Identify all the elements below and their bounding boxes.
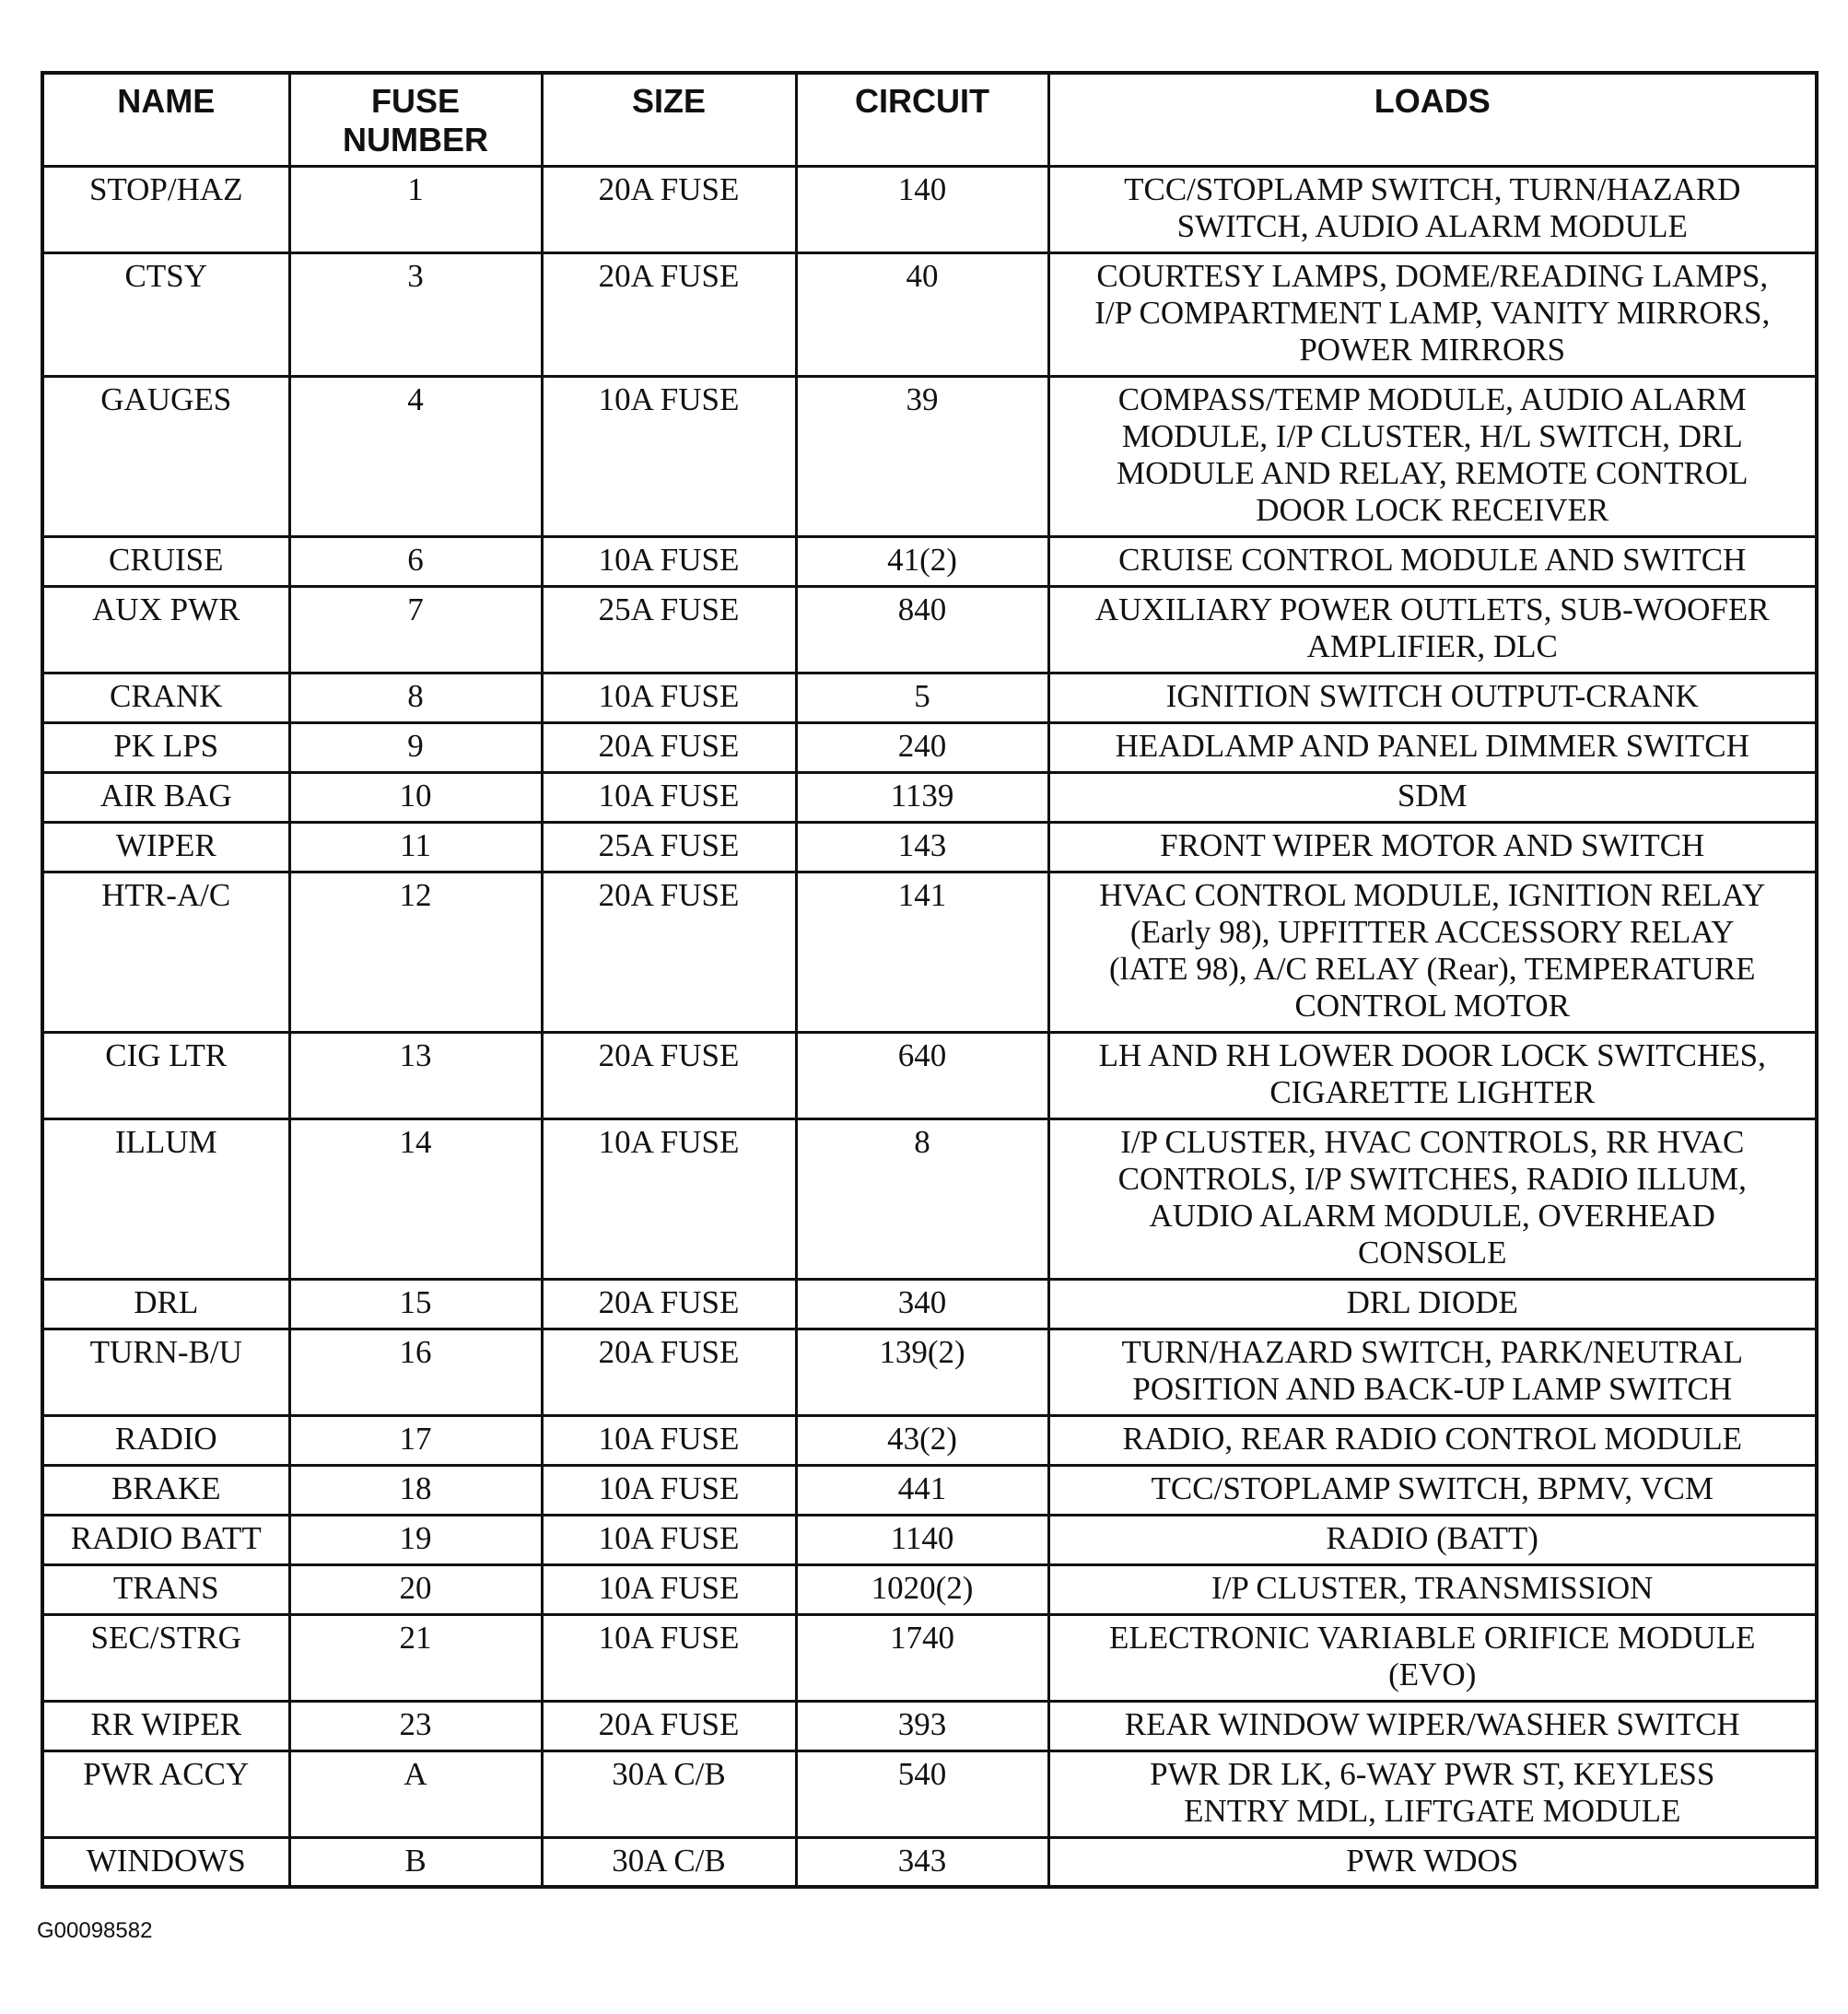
cell-size: 20A FUSE <box>542 722 796 772</box>
cell-name: RADIO BATT <box>42 1515 289 1564</box>
table-row <box>42 1465 1817 1515</box>
cell-name: CRUISE <box>42 536 289 586</box>
cell-size: 10A FUSE <box>542 1415 796 1465</box>
cell-name: BRAKE <box>42 1465 289 1515</box>
table-row <box>42 822 1817 872</box>
cell-circuit: 141 <box>796 872 1048 1032</box>
cell-loads <box>1048 586 1817 673</box>
cell-fuse-number: 21 <box>289 1614 542 1701</box>
table-row <box>42 536 1817 586</box>
loads-line: (lATE 98), A/C RELAY (Rear), TEMPERATURE <box>1108 950 1756 987</box>
table-row <box>42 772 1817 822</box>
loads-line: SDM <box>1397 777 1468 814</box>
loads-line: RADIO (BATT) <box>1326 1519 1538 1556</box>
loads-line: AMPLIFIER, DLC <box>1306 627 1558 664</box>
loads-line: PWR WDOS <box>1346 1842 1519 1879</box>
table-row <box>42 1564 1817 1614</box>
loads-line: REAR WINDOW WIPER/WASHER SWITCH <box>1124 1705 1740 1742</box>
cell-fuse-number: 8 <box>289 673 542 722</box>
cell-fuse-number: 18 <box>289 1465 542 1515</box>
loads-line: FRONT WIPER MOTOR AND SWITCH <box>1160 826 1705 863</box>
cell-circuit: 640 <box>796 1032 1048 1118</box>
cell-fuse-number: 7 <box>289 586 542 673</box>
table-row <box>42 252 1817 376</box>
cell-fuse-number: 6 <box>289 536 542 586</box>
cell-name: RADIO <box>42 1415 289 1465</box>
cell-loads <box>1048 1118 1817 1279</box>
table-row <box>42 586 1817 673</box>
cell-fuse-number: 9 <box>289 722 542 772</box>
loads-line: AUXILIARY POWER OUTLETS, SUB-WOOFER <box>1094 591 1770 627</box>
cell-size: 10A FUSE <box>542 376 796 536</box>
table-row <box>42 1837 1817 1887</box>
cell-name: AUX PWR <box>42 586 289 673</box>
cell-loads <box>1048 1751 1817 1837</box>
table-row <box>42 872 1817 1032</box>
cell-name: PK LPS <box>42 722 289 772</box>
cell-size: 20A FUSE <box>542 1279 796 1329</box>
cell-fuse-number: B <box>289 1837 542 1887</box>
loads-line: RADIO, REAR RADIO CONTROL MODULE <box>1122 1420 1742 1457</box>
cell-loads <box>1048 1837 1817 1887</box>
cell-fuse-number: 13 <box>289 1032 542 1118</box>
cell-loads <box>1048 1329 1817 1415</box>
cell-loads <box>1048 1465 1817 1515</box>
cell-size: 20A FUSE <box>542 872 796 1032</box>
cell-name: PWR ACCY <box>42 1751 289 1837</box>
table-row <box>42 1415 1817 1465</box>
cell-fuse-number: A <box>289 1751 542 1837</box>
cell-loads <box>1048 722 1817 772</box>
cell-fuse-number: 20 <box>289 1564 542 1614</box>
cell-fuse-number: 17 <box>289 1415 542 1465</box>
cell-loads <box>1048 1564 1817 1614</box>
table-row <box>42 1701 1817 1751</box>
cell-name: TURN-B/U <box>42 1329 289 1415</box>
cell-size: 30A C/B <box>542 1837 796 1887</box>
cell-loads <box>1048 772 1817 822</box>
table-header <box>42 73 1817 166</box>
cell-fuse-number: 14 <box>289 1118 542 1279</box>
cell-loads <box>1048 252 1817 376</box>
cell-size: 30A C/B <box>542 1751 796 1837</box>
cell-loads <box>1048 822 1817 872</box>
loads-line: COURTESY LAMPS, DOME/READING LAMPS, <box>1096 257 1769 294</box>
cell-loads <box>1048 376 1817 536</box>
loads-line: MODULE AND RELAY, REMOTE CONTROL <box>1117 454 1749 491</box>
cell-name: AIR BAG <box>42 772 289 822</box>
loads-line: DOOR LOCK RECEIVER <box>1256 491 1609 528</box>
loads-line: AUDIO ALARM MODULE, OVERHEAD <box>1149 1197 1715 1234</box>
cell-circuit: 39 <box>796 376 1048 536</box>
cell-fuse-number: 15 <box>289 1279 542 1329</box>
cell-circuit: 340 <box>796 1279 1048 1329</box>
cell-size: 10A FUSE <box>542 1118 796 1279</box>
cell-circuit: 140 <box>796 166 1048 252</box>
table-row <box>42 1118 1817 1279</box>
cell-size: 10A FUSE <box>542 536 796 586</box>
table-row <box>42 166 1817 252</box>
loads-line: TCC/STOPLAMP SWITCH, TURN/HAZARD <box>1124 170 1741 207</box>
loads-line: (Early 98), UPFITTER ACCESSORY RELAY <box>1129 913 1735 950</box>
loads-line: (EVO) <box>1388 1656 1477 1692</box>
loads-line: POSITION AND BACK-UP LAMP SWITCH <box>1132 1370 1733 1407</box>
cell-loads <box>1048 166 1817 252</box>
cell-fuse-number: 11 <box>289 822 542 872</box>
cell-loads <box>1048 872 1817 1032</box>
cell-fuse-number: 19 <box>289 1515 542 1564</box>
loads-line: POWER MIRRORS <box>1299 331 1566 368</box>
cell-circuit: 41(2) <box>796 536 1048 586</box>
cell-fuse-number: 12 <box>289 872 542 1032</box>
cell-name: GAUGES <box>42 376 289 536</box>
loads-line: COMPASS/TEMP MODULE, AUDIO ALARM <box>1117 381 1747 417</box>
cell-name: CIG LTR <box>42 1032 289 1118</box>
loads-line: PWR DR LK, 6-WAY PWR ST, KEYLESS <box>1150 1755 1715 1792</box>
cell-name: RR WIPER <box>42 1701 289 1751</box>
cell-circuit: 43(2) <box>796 1415 1048 1465</box>
cell-size: 10A FUSE <box>542 1515 796 1564</box>
loads-line: TCC/STOPLAMP SWITCH, BPMV, VCM <box>1151 1470 1713 1506</box>
cell-circuit: 8 <box>796 1118 1048 1279</box>
cell-circuit: 5 <box>796 673 1048 722</box>
cell-name: SEC/STRG <box>42 1614 289 1701</box>
cell-size: 10A FUSE <box>542 1564 796 1614</box>
cell-size: 10A FUSE <box>542 1465 796 1515</box>
cell-circuit: 393 <box>796 1701 1048 1751</box>
cell-name: WIPER <box>42 822 289 872</box>
document-code: G00098582 <box>37 1918 153 1943</box>
table-row <box>42 1329 1817 1415</box>
table-row <box>42 1751 1817 1837</box>
header-row <box>42 73 1817 166</box>
cell-loads <box>1048 1279 1817 1329</box>
cell-circuit: 1140 <box>796 1515 1048 1564</box>
cell-circuit: 240 <box>796 722 1048 772</box>
cell-size: 20A FUSE <box>542 252 796 376</box>
table-row <box>42 376 1817 536</box>
loads-line: CONSOLE <box>1358 1234 1507 1270</box>
loads-line: CRUISE CONTROL MODULE AND SWITCH <box>1118 541 1747 578</box>
cell-name: STOP/HAZ <box>42 166 289 252</box>
cell-circuit: 143 <box>796 822 1048 872</box>
table-row <box>42 1279 1817 1329</box>
header-name: NAME <box>42 73 289 166</box>
cell-circuit: 540 <box>796 1751 1048 1837</box>
cell-loads <box>1048 536 1817 586</box>
header-fuse-number-line1: FUSE <box>370 82 460 120</box>
loads-line: TURN/HAZARD SWITCH, PARK/NEUTRAL <box>1121 1333 1743 1370</box>
loads-line: CONTROL MOTOR <box>1294 987 1570 1024</box>
cell-name: ILLUM <box>42 1118 289 1279</box>
cell-size: 25A FUSE <box>542 586 796 673</box>
cell-name: CTSY <box>42 252 289 376</box>
header-loads: LOADS <box>1048 73 1817 166</box>
cell-loads <box>1048 1415 1817 1465</box>
header-circuit: CIRCUIT <box>796 73 1048 166</box>
loads-line: ENTRY MDL, LIFTGATE MODULE <box>1184 1792 1681 1829</box>
cell-loads <box>1048 1701 1817 1751</box>
cell-size: 20A FUSE <box>542 166 796 252</box>
table-row <box>42 1614 1817 1701</box>
cell-size: 10A FUSE <box>542 772 796 822</box>
table-row <box>42 722 1817 772</box>
cell-loads <box>1048 673 1817 722</box>
cell-name: WINDOWS <box>42 1837 289 1887</box>
cell-loads <box>1048 1032 1817 1118</box>
table-body <box>42 166 1817 1887</box>
fuse-table <box>41 71 1819 1889</box>
loads-line: SWITCH, AUDIO ALARM MODULE <box>1176 207 1688 244</box>
loads-line: CONTROLS, I/P SWITCHES, RADIO ILLUM, <box>1117 1160 1747 1197</box>
cell-fuse-number: 16 <box>289 1329 542 1415</box>
cell-fuse-number: 10 <box>289 772 542 822</box>
cell-size: 10A FUSE <box>542 1614 796 1701</box>
cell-circuit: 840 <box>796 586 1048 673</box>
cell-circuit: 343 <box>796 1837 1048 1887</box>
cell-loads <box>1048 1515 1817 1564</box>
loads-line: HVAC CONTROL MODULE, IGNITION RELAY <box>1099 876 1766 913</box>
table-row <box>42 673 1817 722</box>
loads-line: DRL DIODE <box>1346 1283 1518 1320</box>
header-fuse-number-line2: NUMBER <box>343 121 488 158</box>
cell-circuit: 1139 <box>796 772 1048 822</box>
cell-name: HTR-A/C <box>42 872 289 1032</box>
cell-name: DRL <box>42 1279 289 1329</box>
cell-name: CRANK <box>42 673 289 722</box>
cell-circuit: 441 <box>796 1465 1048 1515</box>
cell-size: 20A FUSE <box>542 1032 796 1118</box>
loads-line: HEADLAMP AND PANEL DIMMER SWITCH <box>1115 727 1749 764</box>
loads-line: CIGARETTE LIGHTER <box>1269 1073 1596 1110</box>
loads-line: I/P COMPARTMENT LAMP, VANITY MIRRORS, <box>1094 294 1771 331</box>
cell-circuit: 1020(2) <box>796 1564 1048 1614</box>
cell-circuit: 40 <box>796 252 1048 376</box>
cell-loads <box>1048 1614 1817 1701</box>
loads-line: ELECTRONIC VARIABLE ORIFICE MODULE <box>1108 1619 1756 1656</box>
header-size: SIZE <box>542 73 796 166</box>
loads-line: MODULE, I/P CLUSTER, H/L SWITCH, DRL <box>1121 417 1743 454</box>
cell-size: 10A FUSE <box>542 673 796 722</box>
header-fuse-number <box>289 73 542 166</box>
cell-size: 25A FUSE <box>542 822 796 872</box>
loads-line: I/P CLUSTER, TRANSMISSION <box>1211 1569 1654 1606</box>
loads-line: I/P CLUSTER, HVAC CONTROLS, RR HVAC <box>1120 1123 1745 1160</box>
cell-fuse-number: 1 <box>289 166 542 252</box>
loads-line: IGNITION SWITCH OUTPUT-CRANK <box>1165 677 1699 714</box>
cell-fuse-number: 23 <box>289 1701 542 1751</box>
table-row <box>42 1032 1817 1118</box>
cell-circuit: 139(2) <box>796 1329 1048 1415</box>
cell-name: TRANS <box>42 1564 289 1614</box>
cell-fuse-number: 3 <box>289 252 542 376</box>
cell-fuse-number: 4 <box>289 376 542 536</box>
cell-circuit: 1740 <box>796 1614 1048 1701</box>
loads-line: LH AND RH LOWER DOOR LOCK SWITCHES, <box>1098 1036 1766 1073</box>
table-row <box>42 1515 1817 1564</box>
cell-size: 20A FUSE <box>542 1701 796 1751</box>
cell-size: 20A FUSE <box>542 1329 796 1415</box>
